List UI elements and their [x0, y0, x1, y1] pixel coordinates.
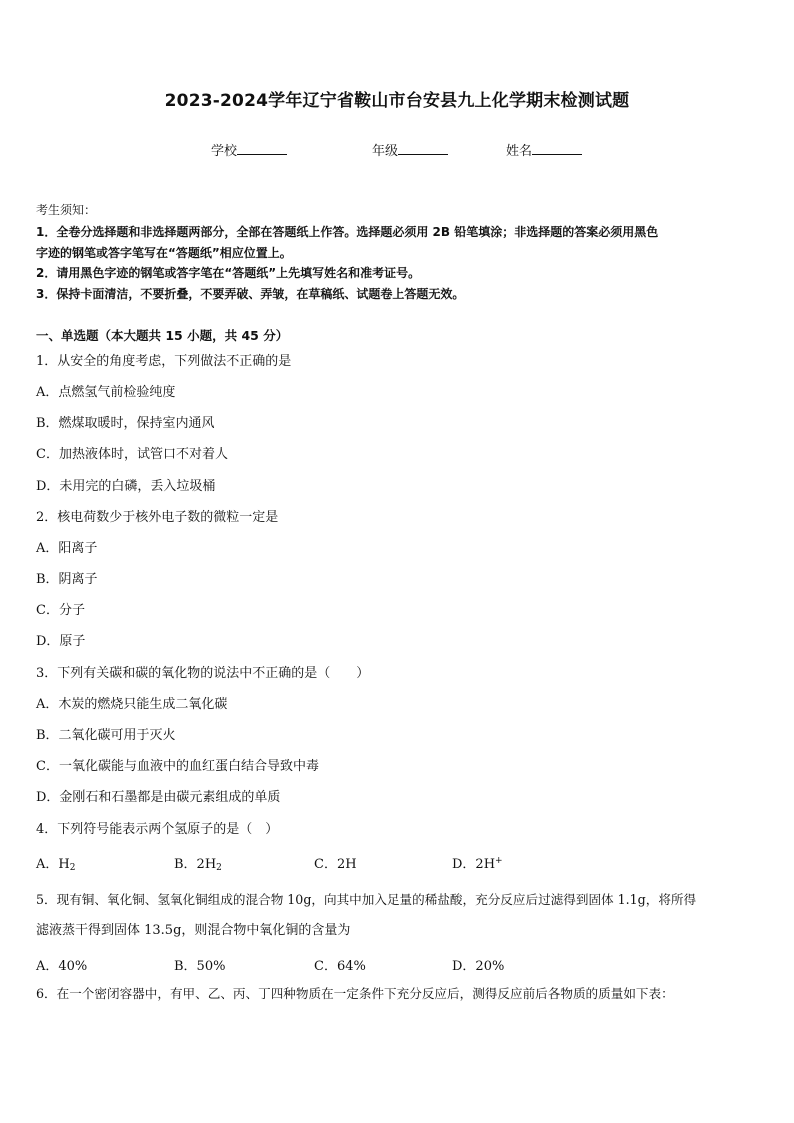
grade-label: 年级 — [372, 144, 399, 159]
question-2-option-a: A．阳离子 — [36, 541, 98, 556]
name-blank — [532, 142, 582, 155]
question-1-option-b: B．燃煤取暖时，保持室内通风 — [36, 416, 215, 431]
question-4-option-b: B．$2H_2$ — [174, 857, 222, 873]
question-2-option-c: C．分子 — [36, 603, 85, 618]
notice-item: 2．请用黑色字迹的钢笔或答字笔在“答题纸”上先填写姓名和准考证号。 — [36, 266, 421, 280]
question-3-option-b: B．二氧化碳可用于灭火 — [36, 728, 176, 743]
grade-blank — [398, 142, 448, 155]
question-1-option-a: A．点燃氢气前检验纯度 — [36, 385, 176, 400]
school-blank — [237, 142, 287, 155]
question-3-option-d: D．金刚石和石墨都是由碳元素组成的单质 — [36, 790, 281, 805]
page-title: 2023-2024学年辽宁省鞍山市台安县九上化学期末检测试题 — [164, 91, 630, 111]
notice-heading: 考生须知： — [36, 203, 97, 217]
question-5-stem-line-2: 滤液蒸干得到固体 13.5g，则混合物中氧化铜的含量为 — [36, 923, 351, 938]
question-3-option-a: A．木炭的燃烧只能生成二氧化碳 — [36, 697, 228, 712]
question-3-option-c: C．一氧化碳能与血液中的血红蛋白结合导致中毒 — [36, 759, 319, 774]
question-1-option-c: C．加热液体时，试管口不对着人 — [36, 447, 228, 462]
notice-item: 3．保持卡面清洁，不要折叠，不要弄破、弄皱，在草稿纸、试题卷上答题无效。 — [36, 287, 465, 301]
question-3-stem: 3．下列有关碳和碳的氧化物的说法中不正确的是（ ） — [36, 666, 370, 681]
grade-field — [372, 140, 448, 159]
school-field — [211, 140, 287, 159]
question-5-option-b: B．50% — [174, 959, 226, 974]
question-1-stem: 1．从安全的角度考虑，下列做法不正确的是 — [36, 354, 292, 369]
question-4-option-d: D．2H+ — [452, 856, 503, 872]
question-2-option-b: B．阴离子 — [36, 572, 98, 587]
question-5-option-c: C．64% — [314, 959, 366, 974]
question-5-option-d: D．20% — [452, 959, 505, 974]
name-label: 姓名 — [506, 144, 533, 159]
question-4-option-c: C．2H — [314, 857, 357, 872]
section-heading: 一、单选题（本大题共 15 小题，共 45 分） — [36, 328, 289, 343]
question-6-stem: 6．在一个密闭容器中，有甲、乙、丙、丁四种物质在一定条件下充分反应后，测得反应前后各物质的质量如下表： — [36, 986, 674, 1001]
question-4-stem: 4．下列符号能表示两个氢原子的是（ ） — [36, 822, 279, 837]
name-field — [506, 140, 582, 159]
question-5-stem-line-1: 5．现有铜、氧化铜、氢氧化铜组成的混合物 10g，向其中加入足量的稀盐酸，充分反应后过滤得到固体 1.1g，将所得 — [36, 892, 697, 907]
notice-item: 1．全卷分选择题和非选择题两部分，全部在答题纸上作答。选择题必须用 2B 铅笔填涂；非选择题的答案必须用黑色 — [36, 225, 659, 239]
question-4-option-a: A．$H_2$ — [36, 857, 76, 873]
question-2-stem: 2．核电荷数少于核外电子数的微粒一定是 — [36, 510, 279, 525]
question-2-option-d: D．原子 — [36, 634, 86, 649]
notice-item: 字迹的钢笔或答字笔写在“答题纸”相应位置上。 — [36, 246, 292, 260]
question-5-option-a: A．40% — [36, 959, 88, 974]
question-1-option-d: D．未用完的白磷，丢入垃圾桶 — [36, 479, 216, 494]
school-label: 学校 — [211, 144, 238, 159]
